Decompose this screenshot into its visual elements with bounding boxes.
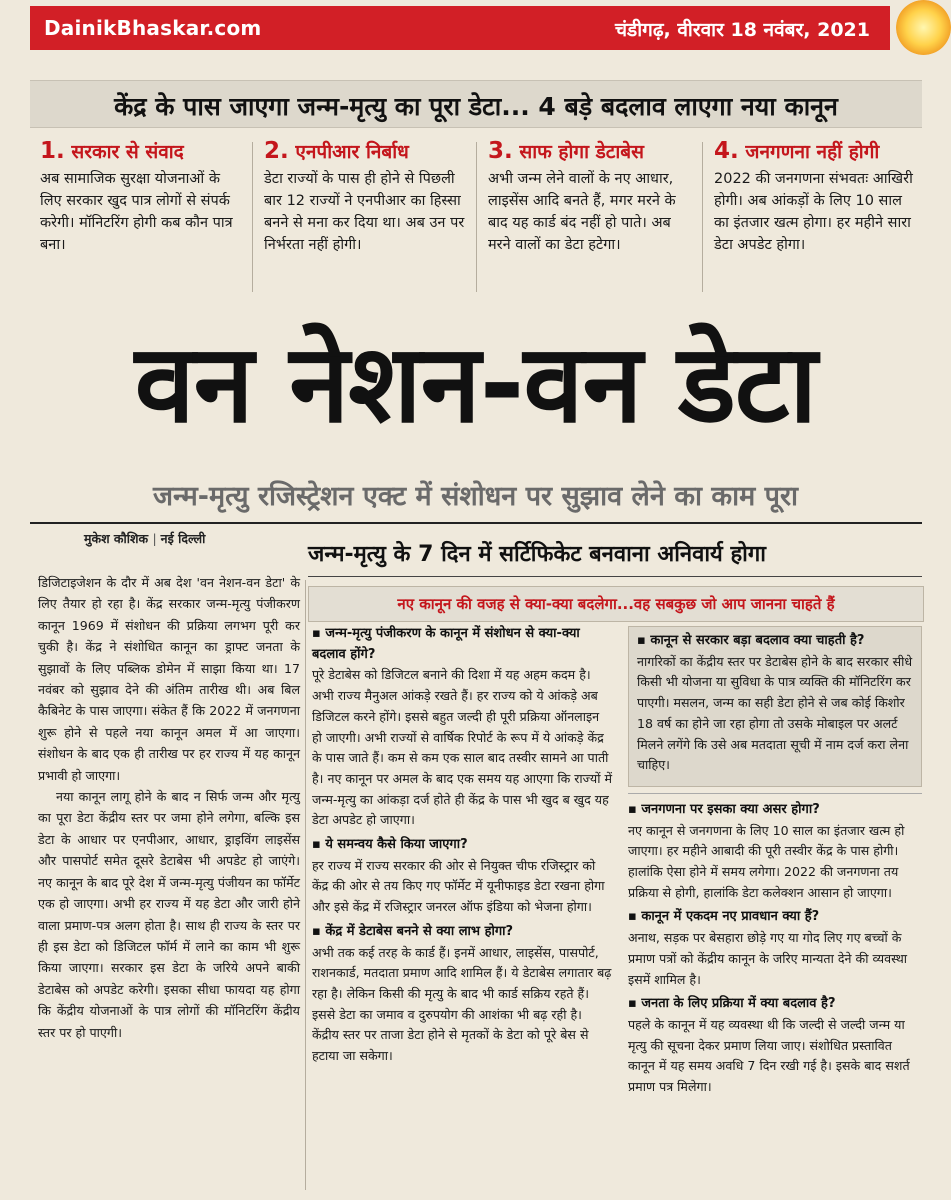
byline-place: नई दिल्ली	[160, 531, 206, 546]
answer: हर राज्य में राज्य सरकार की ओर से नियुक्त चीफ रजिस्ट्रार को केंद्र की ओर से तय किए गए फॉर्मेट में यूनीफाइड डेटा रखना होगा और इसे केंद्र में रजिस्ट्रार जनरल ऑफ इंडिया को भेजना होगा।	[312, 857, 605, 915]
point-number: 4.	[714, 138, 739, 164]
qa-column-right	[628, 626, 922, 1102]
top-headline-strip	[30, 80, 922, 128]
column-divider	[476, 142, 477, 292]
point-number: 2.	[264, 138, 289, 164]
question: ▪ जन्म-मृत्यु पंजीकरण के कानून में संशोधन से क्या-क्या बदलाव होंगे?	[312, 626, 580, 662]
byline: मुकेश कौशिक | नई दिल्ली	[84, 531, 206, 546]
second-headline: जन्म-मृत्यु के 7 दिन में सर्टिफिकेट बनवाना अनिवार्य होगा	[308, 542, 766, 567]
point-title: साफ होगा डेटाबेस	[519, 141, 645, 163]
answer: पहले के कानून में यह व्यवस्था थी कि जल्दी से जल्दी जन्म या मृत्यु की सूचना देकर प्रमाण लिया जाए। संशोधित प्रस्तावित कानून में यह समय अवधि 7 दिन रखी गई है। इसके बाद सशर्त प्रमाण पत्र मिलेगा।	[628, 1016, 910, 1095]
point-number: 1.	[40, 138, 65, 164]
answer: नागरिकों का केंद्रीय स्तर पर डेटाबेस होने के बाद सरकार सीधे किसी भी योजना या सुविधा के पात्र व्यक्ति की मॉनिटरिंग कर पाएगी। मसलन, जन्म का सही डेटा होने से जब कोई किशोर 18 वर्ष का होने जा रहा होगा तो उसके मोबाइल पर अलर्ट मिलने लगेंगे कि उसे अब मतदाता सूची में नाम दर्ज करा लेना चाहिए।	[637, 653, 913, 773]
sun-icon	[896, 0, 951, 55]
masthead-bar	[30, 6, 890, 50]
point-number: 3.	[488, 138, 513, 164]
point-1	[40, 138, 240, 298]
question: ▪ कानून में एकदम नए प्रावधान क्या हैं?	[628, 909, 820, 925]
section-rule	[30, 522, 922, 524]
story-paragraph: डिजिटाइजेशन के दौर में अब देश 'वन नेशन-वन डेटा' के लिए तैयार हो रहा है। केंद्र सरकार जन्म-मृत्यु पंजीकरण कानून 1969 में संशोधन की प्रक्रिया लगभग पूरी कर चुकी है। केंद्र ने संशोधित कानून का ड्राफ्ट जनता के सुझावों के लिए पब्लिक डोमेन में साझा किया था। 17 नवंबर को सुझाव देने की अंतिम तारीख थी। अब बिल कैबिनेट के पास जाएगा। संकेत हैं कि 2022 में जनगणना शुरू होने से पहले नया कानून अमल में आ जाएगा। संशोधन के बाद एक ही तारीख पर हर राज्य में यह कानून प्रभावी हो जाएगा।	[38, 575, 300, 783]
point-title: जनगणना नहीं होगी	[745, 141, 880, 163]
top-headline: केंद्र के पास जाएगा जन्म-मृत्यु का पूरा डेटा... 4 बड़े बदलाव लाएगा नया कानून	[114, 92, 838, 121]
point-body: अब सामाजिक सुरक्षा योजनाओं के लिए सरकार खुद पात्र लोगों से संपर्क करेगी। मॉनिटरिंग होगी कब कौन पात्र बना।	[40, 171, 233, 253]
point-2	[264, 138, 468, 298]
answer: नए कानून से जनगणना के लिए 10 साल का इंतजार खत्म हो जाएगा। हर महीने आबादी की पूरी तस्वीर केंद्र के पास होगी। हालांकि ऐसा होने में समय लगेगा। 2022 की जनगणना तय प्रक्रिया से होगी, हालांकि डेटा कलेक्शन आसान हो जाएगा।	[628, 822, 905, 900]
point-body: 2022 की जनगणना संभवतः आखिरी होगी। अब आंकड़ों के लिए 10 साल का इंतजार खत्म होगा। हर महीने सारा डेटा अपडेट होगा।	[714, 171, 913, 253]
point-4	[714, 138, 920, 298]
column-divider	[305, 580, 306, 1190]
point-title: एनपीआर निर्बाध	[295, 141, 409, 163]
question: ▪ कानून से सरकार बड़ा बदलाव क्या चाहती है?	[637, 633, 865, 648]
question: ▪ जनगणना पर इसका क्या असर होगा?	[628, 801, 820, 817]
point-title: सरकार से संवाद	[71, 141, 184, 163]
point-body: डेटा राज्यों के पास ही होने से पिछली बार 12 राज्यों ने एनपीआर का हिस्सा बनने से मना कर दिया था। अब उन पर निर्भरता नहीं होगी।	[264, 171, 465, 253]
answer: अभी तक कई तरह के कार्ड हैं। इनमें आधार, लाइसेंस, पासपोर्ट, राशनकार्ड, मतदाता प्रमाण आदि शामिल हैं। ये डेटाबेस लगातार बढ़ रहा है। लेकिन किसी की मृत्यु के बाद भी कार्ड सक्रिय रहते हैं। इससे डेटा का जमाव व दुरुपयोग की आशंका भी बढ़ रही है। केंद्रीय स्तर पर ताजा डेटा होने से मृतकों के डेटा को पूरे बेस से हटाया जा सकेगा।	[312, 944, 612, 1064]
subtitle: जन्म-मृत्यु रजिस्ट्रेशन एक्ट में संशोधन पर सुझाव लेने का काम पूरा	[152, 481, 799, 512]
question: ▪ ये समन्वय कैसे किया जाएगा?	[312, 837, 468, 853]
column-divider	[252, 142, 253, 292]
dateline: चंडीगढ़, वीरवार 18 नवंबर, 2021	[614, 19, 870, 41]
answer: अनाथ, सड़क पर बेसहारा छोड़े गए या गोद लिए गए बच्चों के प्रमाण पत्रों को केंद्रीय कानून के जरिए मान्यता देने की व्यवस्था इसमें शामिल है।	[628, 930, 908, 987]
teaser-text: नए कानून की वजह से क्या-क्या बदलेगा...वह सबकुछ जो आप जानना चाहते हैं	[397, 595, 835, 613]
column-divider	[702, 142, 703, 292]
brand-name: DainikBhaskar.com	[44, 16, 262, 40]
story-text	[38, 572, 300, 1043]
headline-rule	[308, 576, 922, 577]
story-paragraph: नया कानून लागू होने के बाद न सिर्फ जन्म और मृत्यु का पूरा डेटा केंद्रीय स्तर पर जमा होने लगेगा, बल्कि इस डेटा के आधार पर एनपीआर, आधार, ड्राइविंग लाइसेंस और पासपोर्ट समेत दूसरे डेटाबेस भी अपडेट हो जाएंगे। नए कानून के बाद पूरे देश में जन्म-मृत्यु पंजीयन का फॉर्मेट एक हो जाएगा। अभी हर राज्य में यह डेटा और जारी होने वाला प्रमाण-पत्र अलग होता है। साथ ही राज्य के स्तर पर ही इस डेटा को डिजिटल फॉर्म में लाने का काम भी शुरू किया जाएगा। सरकार इस डेटा के जरिये अपने बाकी डेटाबेस को अपडेट करेगी। इसका सीधा फायदा यह होगा कि केंद्रीय योजनाओं के पात्र लोगों की मॉनिटरिंग केंद्रीय स्तर पर हो पाएगी।	[38, 789, 300, 1040]
main-title: वन नेशन-वन डेटा	[134, 322, 817, 447]
question: ▪ केंद्र में डेटाबेस बनने से क्या लाभ होगा?	[312, 923, 514, 939]
question: ▪ जनता के लिए प्रक्रिया में क्या बदलाव है?	[628, 996, 836, 1012]
point-body: अभी जन्म लेने वालों के नए आधार, लाइसेंस आदि बनते हैं, मगर मरने के बाद यह कार्ड बंद नहीं हो पाते। अब मरने वालों का डेटा हटेगा।	[488, 171, 676, 253]
teaser-box	[308, 586, 924, 622]
point-3	[488, 138, 694, 298]
qa-column-left	[312, 624, 612, 1071]
highlight-box	[628, 626, 922, 787]
answer: पूरे डेटाबेस को डिजिटल बनाने की दिशा में यह अहम कदम है। अभी राज्य मैनुअल आंकड़े रखते हैं। हर राज्य को ये आंकड़े अब डिजिटल करने होंगे। इससे बहुत जल्दी ही पूरी प्रक्रिया ऑनलाइन हो जाएगी। अभी राज्यों से वार्षिक रिपोर्ट के रूप में ये आंकड़े केंद्र के पास जाते हैं। कम से कम एक साल बाद तस्वीर सामने आ पाती है। नए कानून पर अमल के बाद एक समय यह आएगा कि राज्यों में जन्म-मृत्यु का आंकड़ा दर्ज होते ही केंद्र के पास भी खुद ब खुद यह डेटा अपडेट हो जाएगा।	[312, 667, 612, 828]
author: मुकेश कौशिक	[84, 531, 149, 546]
